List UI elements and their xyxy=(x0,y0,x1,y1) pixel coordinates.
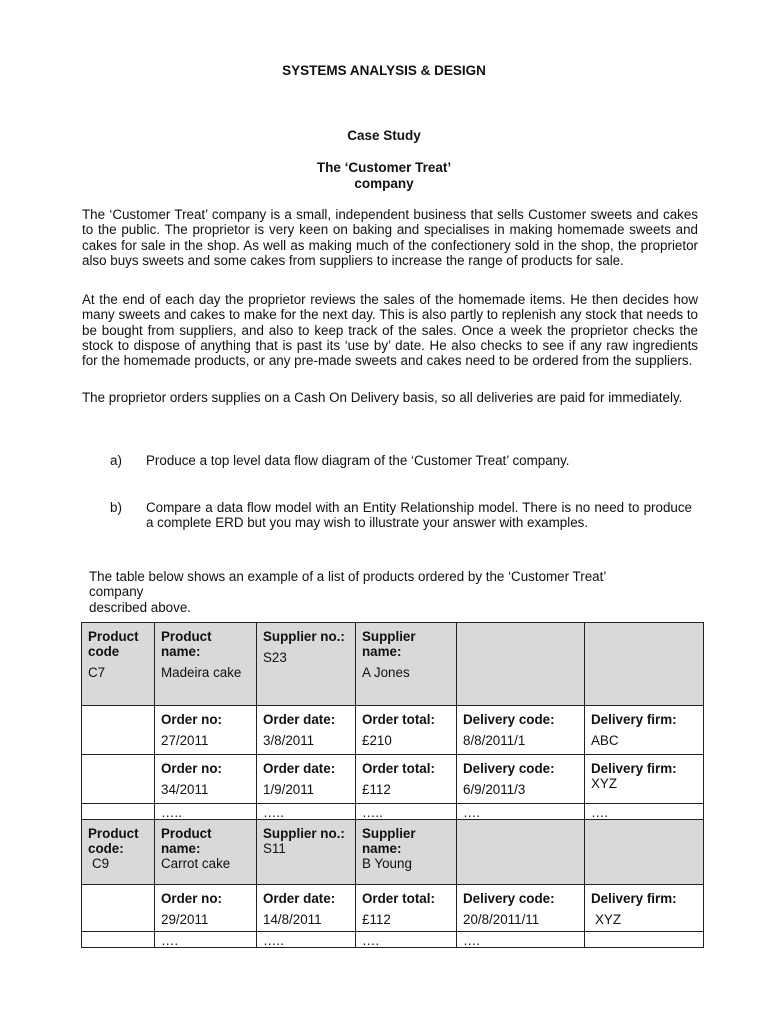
ellipsis-cell: …. xyxy=(356,932,457,948)
product-name-cell xyxy=(155,820,257,885)
supplier-no-value: S11 xyxy=(263,841,286,856)
ellipsis-cell: ….. xyxy=(356,804,457,820)
order-total-cell xyxy=(356,706,457,755)
order-row xyxy=(82,885,704,932)
order-no-label: Order no: xyxy=(161,712,223,727)
ellipsis-row xyxy=(82,804,704,820)
order-total-value: £210 xyxy=(362,733,392,748)
delivery-firm-label: Delivery firm: xyxy=(591,712,677,727)
ellipsis-cell: …. xyxy=(457,804,585,820)
supplier-name-value: A Jones xyxy=(362,665,410,680)
delivery-firm-label: Delivery firm: xyxy=(591,891,677,906)
order-date-cell xyxy=(257,706,356,755)
product-row xyxy=(82,820,704,885)
product-name-label: Product name: xyxy=(161,826,212,856)
delivery-code-value: 8/8/2011/1 xyxy=(463,733,526,748)
case-study-heading: Case Study xyxy=(347,128,421,143)
product-name-value: Carrot cake xyxy=(161,856,231,871)
company-heading-line1: The ‘Customer Treat’ xyxy=(316,160,452,175)
supplier-no-label: Supplier no.: xyxy=(263,629,345,644)
paragraph-daily-review: At the end of each day the proprietor reviews the sales of the homemade items. He then decides how many sweets and cakes to make for the next day. This is also partly to replenish any stock that needs to be bought from suppliers, and also to keep track of the sales. Once a week the proprietor checks the stock to dispose of anything that is past its ‘use by’ date. He also checks to see if any raw ingredients for the homemade products, or any pre-made sweets and cakes need to be ordered from the suppliers. xyxy=(82,292,698,369)
order-date-label: Order date: xyxy=(263,712,336,727)
empty-cell xyxy=(82,755,155,804)
order-date-cell xyxy=(257,885,356,932)
ellipsis-cell: ….. xyxy=(257,932,356,948)
delivery-firm-value: XYZ xyxy=(591,776,618,791)
ellipsis-cell: …. xyxy=(155,932,257,948)
product-code-value: C7 xyxy=(88,665,106,680)
delivery-code-cell xyxy=(457,885,585,932)
paragraph-cod: The proprietor orders supplies on a Cash On Delivery basis, so all deliveries are paid for immediately. xyxy=(82,390,683,405)
product-name-cell xyxy=(155,623,257,706)
supplier-no-value: S23 xyxy=(263,650,287,665)
product-name-value: Madeira cake xyxy=(161,665,242,680)
order-total-cell xyxy=(356,885,457,932)
supplier-name-value: B Young xyxy=(362,856,412,871)
product-name-label: Product name: xyxy=(161,629,212,659)
delivery-code-cell xyxy=(457,706,585,755)
table-intro-line3: described above. xyxy=(89,599,191,615)
supplier-no-cell xyxy=(257,623,356,706)
empty-cell xyxy=(82,804,155,820)
document-title: SYSTEMS ANALYSIS & DESIGN xyxy=(282,63,486,78)
delivery-firm-cell xyxy=(585,706,704,755)
order-total-label: Order total: xyxy=(362,891,435,906)
delivery-firm-label: Delivery firm: xyxy=(591,761,677,776)
delivery-code-label: Delivery code: xyxy=(463,891,555,906)
delivery-firm-cell xyxy=(585,885,704,932)
delivery-code-label: Delivery code: xyxy=(463,712,555,727)
order-row xyxy=(82,706,704,755)
order-total-label: Order total: xyxy=(362,761,435,776)
question-b-text: Compare a data flow model with an Entity Relationship model. There is no need to produce a complete ERD but you may wish to illustrate your answer with examples. xyxy=(146,500,692,531)
table-intro-line2: company xyxy=(89,584,144,600)
order-total-value: £112 xyxy=(362,782,391,797)
question-a-text: Produce a top level data flow diagram of the ‘Customer Treat’ company. xyxy=(146,453,570,468)
order-no-label: Order no: xyxy=(161,891,223,906)
order-date-value: 1/9/2011 xyxy=(263,782,315,797)
delivery-firm-cell xyxy=(585,755,704,804)
order-no-cell xyxy=(155,885,257,932)
ellipsis-cell: …. xyxy=(585,804,704,820)
product-code-cell xyxy=(82,623,155,706)
order-no-value: 27/2011 xyxy=(161,733,209,748)
delivery-code-value: 20/8/2011/11 xyxy=(463,912,540,927)
order-no-value: 34/2011 xyxy=(161,782,209,797)
company-heading-line2: company xyxy=(354,176,414,191)
table-intro-line1: The table below shows an example of a list of products ordered by the ‘Customer Treat’ xyxy=(89,569,607,584)
empty-cell xyxy=(457,623,585,706)
product-code-value: C9 xyxy=(92,856,110,871)
empty-cell xyxy=(82,706,155,755)
order-no-label: Order no: xyxy=(161,761,223,776)
supplier-name-label: Supplier name: xyxy=(362,629,416,659)
ellipsis-row xyxy=(82,932,704,948)
supplier-name-cell xyxy=(356,820,457,885)
order-date-label: Order date: xyxy=(263,761,336,776)
supplier-no-label: Supplier no.: xyxy=(263,826,345,841)
order-date-value: 14/8/2011 xyxy=(263,912,322,927)
delivery-code-value: 6/9/2011/3 xyxy=(463,782,526,797)
empty-cell xyxy=(585,623,704,706)
table-intro xyxy=(89,569,693,615)
product-row xyxy=(82,623,704,706)
order-no-cell xyxy=(155,755,257,804)
delivery-firm-value: XYZ xyxy=(595,912,622,927)
order-total-label: Order total: xyxy=(362,712,435,727)
delivery-code-label: Delivery code: xyxy=(463,761,555,776)
order-no-value: 29/2011 xyxy=(161,912,209,927)
ellipsis-cell: ….. xyxy=(257,804,356,820)
ellipsis-cell: …. xyxy=(457,932,585,948)
product-code-label: Product code xyxy=(88,629,139,659)
paragraph-intro: The ‘Customer Treat’ company is a small, independent business that sells Customer sweets and cakes to the public. The proprietor is very keen on baking and specialises in making homemade sweets and cakes for sale in the shop. As well as making much of the confectionery sold in the shop, the proprietor also buys sweets and some cakes from suppliers to increase the range of products for sale. xyxy=(82,207,698,268)
delivery-code-cell xyxy=(457,755,585,804)
empty-cell xyxy=(82,932,155,948)
order-date-cell xyxy=(257,755,356,804)
supplier-name-label: Supplier name: xyxy=(362,826,416,856)
empty-cell xyxy=(585,932,704,948)
empty-cell xyxy=(585,820,704,885)
order-total-cell xyxy=(356,755,457,804)
supplier-name-cell xyxy=(356,623,457,706)
order-no-cell xyxy=(155,706,257,755)
order-total-value: £112 xyxy=(362,912,391,927)
empty-cell xyxy=(82,885,155,932)
product-code-label: Product code: xyxy=(88,826,139,856)
product-code-cell xyxy=(82,820,155,885)
empty-cell xyxy=(457,820,585,885)
ellipsis-cell: ….. xyxy=(155,804,257,820)
product-order-table xyxy=(81,622,704,948)
order-date-label: Order date: xyxy=(263,891,336,906)
order-row xyxy=(82,755,704,804)
order-date-value: 3/8/2011 xyxy=(263,733,315,748)
supplier-no-cell xyxy=(257,820,356,885)
delivery-firm-value: ABC xyxy=(591,733,619,748)
question-b-letter: b) xyxy=(110,500,122,515)
question-a-letter: a) xyxy=(110,453,122,468)
